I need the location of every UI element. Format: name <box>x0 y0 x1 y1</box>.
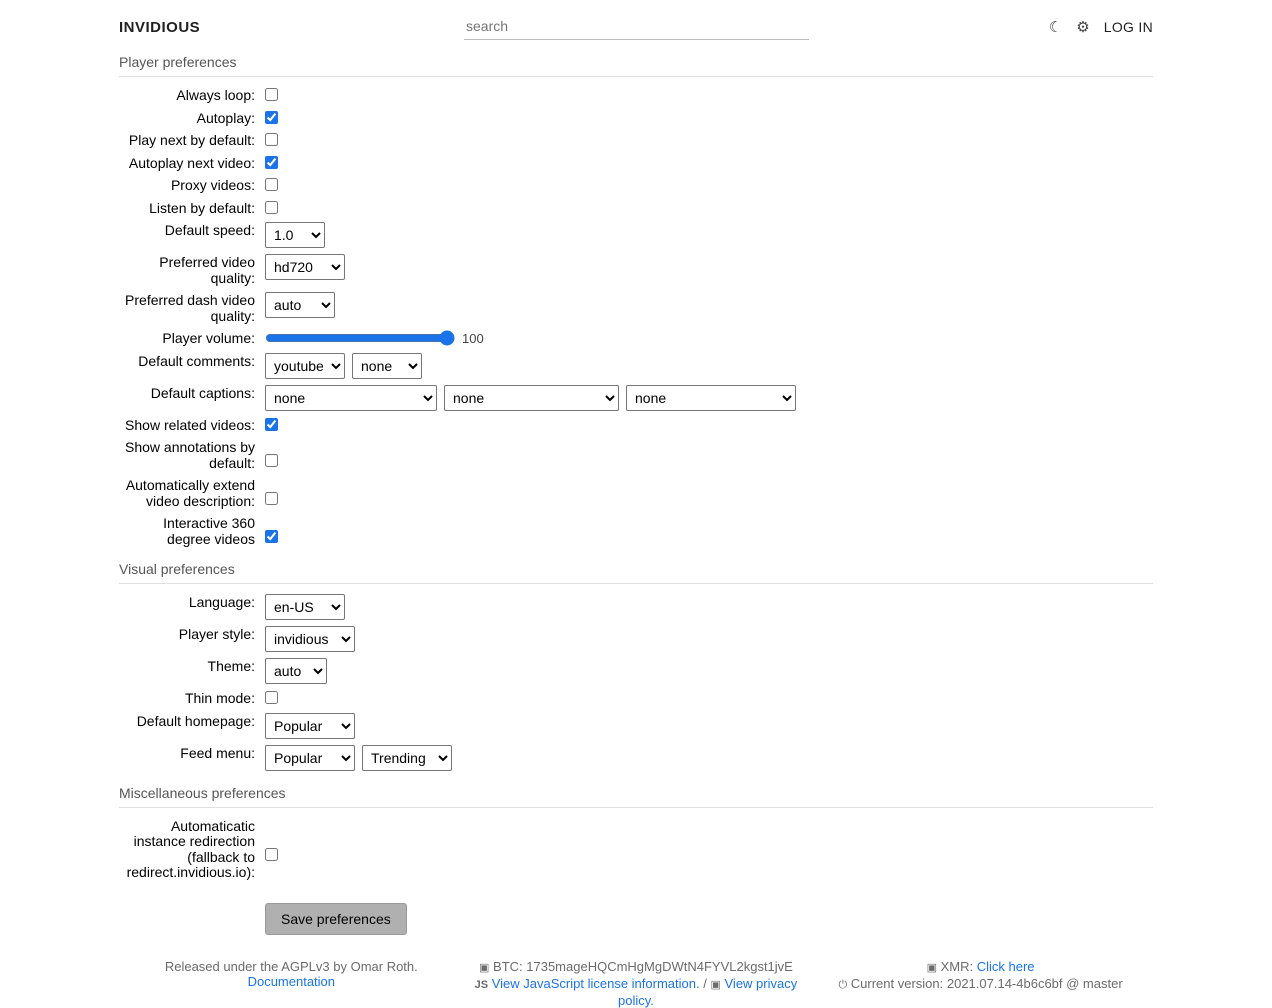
label-show-related-videos: Show related videos: <box>125 416 255 433</box>
row-default-speed <box>119 222 1153 248</box>
row-extend-description <box>119 477 1153 509</box>
select-default-captions-3[interactable] <box>626 385 796 411</box>
label-listen-by-default: Listen by default: <box>149 199 255 216</box>
footer <box>0 959 1272 1008</box>
checkbox-interactive-360[interactable] <box>265 530 278 543</box>
label-auto-instance-redirect: Automaticatic instance redirection (fallback to redirect.invidious.io): <box>126 817 255 880</box>
row-autoplay <box>119 110 1153 127</box>
select-default-comments-2[interactable] <box>352 353 422 379</box>
gear-icon[interactable]: ⚙ <box>1076 18 1090 36</box>
checkbox-thin-mode[interactable] <box>265 691 278 704</box>
select-default-captions-1[interactable] <box>265 385 437 411</box>
row-default-comments <box>119 353 1153 379</box>
preferences-form <box>0 54 1272 935</box>
label-preferred-dash-video-quality: Preferred dash video quality: <box>125 292 255 324</box>
js-badge: JS <box>474 978 489 991</box>
select-default-comments-1[interactable] <box>265 353 345 379</box>
row-player-style <box>119 626 1153 652</box>
label-proxy-videos: Proxy videos: <box>170 177 255 193</box>
label-preferred-video-quality: Preferred video quality: <box>159 254 255 286</box>
footer-separator: / <box>703 975 707 991</box>
label-default-speed: Default speed: <box>164 222 255 238</box>
row-show-related-videos <box>119 417 1153 434</box>
value-player-volume: 100 <box>462 330 484 346</box>
checkbox-proxy-videos[interactable] <box>265 178 278 191</box>
select-theme[interactable] <box>265 658 327 684</box>
label-autoplay-next-video: Autoplay next video: <box>128 154 255 171</box>
footer-version-text: Current version: 2021.07.14-4b6c6bf @ master <box>850 975 1123 991</box>
select-feed-menu-1[interactable] <box>265 745 355 771</box>
row-autoplay-next-video <box>119 155 1153 172</box>
footer-js-license-link[interactable]: View JavaScript license information. <box>491 975 700 991</box>
label-play-next-by-default: Play next by default: <box>128 132 255 148</box>
row-preferred-video-quality <box>119 254 1153 286</box>
monero-icon: ▣ <box>479 961 490 974</box>
label-show-annotations: Show annotations by default: <box>125 439 255 471</box>
label-default-homepage: Default homepage: <box>136 712 255 729</box>
footer-btc-text: BTC: 1735mageHQCmHgMgDWtN4FYVL2kgst1jvE <box>493 958 793 974</box>
label-default-captions: Default captions: <box>150 384 255 401</box>
footer-xmr-link[interactable]: Click here <box>976 958 1035 974</box>
footer-license-text: Released under the AGPLv3 by Omar Roth. <box>164 958 418 974</box>
row-interactive-360 <box>119 515 1153 547</box>
row-play-next-by-default <box>119 132 1153 149</box>
row-player-volume <box>119 330 1153 347</box>
label-default-comments: Default comments: <box>138 352 255 369</box>
row-always-loop <box>119 87 1153 104</box>
row-default-homepage <box>119 713 1153 739</box>
row-language <box>119 594 1153 620</box>
label-theme: Theme: <box>207 658 255 674</box>
select-language[interactable] <box>265 594 345 620</box>
checkbox-always-loop[interactable] <box>265 88 278 101</box>
brand-logo[interactable]: INVIDIOUS <box>119 18 201 36</box>
label-language: Language: <box>188 594 255 610</box>
select-default-speed[interactable] <box>265 222 325 248</box>
save-row <box>119 903 1153 935</box>
row-default-captions <box>119 385 1153 411</box>
row-proxy-videos <box>119 177 1153 194</box>
checkbox-extend-description[interactable] <box>265 492 278 505</box>
checkbox-auto-instance-redirect[interactable] <box>265 848 278 861</box>
row-show-annotations <box>119 439 1153 471</box>
checkbox-show-annotations[interactable] <box>265 454 278 467</box>
footer-privacy-link[interactable]: View privacy policy. <box>617 975 798 1008</box>
select-preferred-video-quality[interactable] <box>265 254 345 280</box>
select-default-homepage[interactable] <box>265 713 355 739</box>
label-thin-mode: Thin mode: <box>184 690 255 706</box>
login-link[interactable]: LOG IN <box>1103 19 1153 35</box>
row-feed-menu <box>119 745 1153 771</box>
row-preferred-dash-video-quality <box>119 292 1153 324</box>
monero-icon-right: ▣ <box>926 961 937 974</box>
label-autoplay: Autoplay: <box>196 109 255 126</box>
github-icon: ⏻ <box>838 978 848 991</box>
section-visual-preferences: Visual preferences <box>119 561 1153 584</box>
checkbox-play-next-by-default[interactable] <box>265 133 278 146</box>
footer-right <box>808 959 1153 1008</box>
footer-center <box>464 959 809 1008</box>
search-container <box>464 14 809 40</box>
checkbox-autoplay-next-video[interactable] <box>265 156 278 169</box>
section-misc-preferences: Miscellaneous preferences <box>119 785 1153 808</box>
navbar <box>0 0 1272 54</box>
row-theme <box>119 658 1153 684</box>
select-feed-menu-2[interactable] <box>362 745 452 771</box>
label-feed-menu: Feed menu: <box>180 744 255 761</box>
select-player-style[interactable] <box>265 626 355 652</box>
label-interactive-360: Interactive 360 degree videos <box>163 515 255 547</box>
label-extend-description: Automatically extend video description: <box>125 477 255 509</box>
label-player-volume: Player volume: <box>162 330 255 346</box>
save-preferences-button[interactable]: Save preferences <box>265 903 407 935</box>
slider-player-volume[interactable] <box>265 330 455 346</box>
moon-icon[interactable]: ☾ <box>1048 18 1063 36</box>
select-default-captions-2[interactable] <box>444 385 619 411</box>
label-player-style: Player style: <box>178 626 255 642</box>
checkbox-listen-by-default[interactable] <box>265 201 278 214</box>
search-input[interactable] <box>464 14 809 40</box>
row-listen-by-default <box>119 200 1153 217</box>
document-icon: ▣ <box>710 978 721 991</box>
footer-xmr-text: XMR: <box>940 958 977 974</box>
footer-documentation-link[interactable]: Documentation <box>247 973 336 989</box>
row-auto-instance-redirect <box>119 818 1153 881</box>
footer-left <box>119 959 464 1008</box>
checkbox-autoplay[interactable] <box>265 111 278 124</box>
section-player-preferences: Player preferences <box>119 54 1153 77</box>
navbar-actions <box>1049 19 1153 35</box>
label-always-loop: Always loop: <box>176 87 255 103</box>
checkbox-show-related-videos[interactable] <box>265 418 278 431</box>
row-thin-mode <box>119 690 1153 707</box>
select-preferred-dash-video-quality[interactable] <box>265 292 335 318</box>
